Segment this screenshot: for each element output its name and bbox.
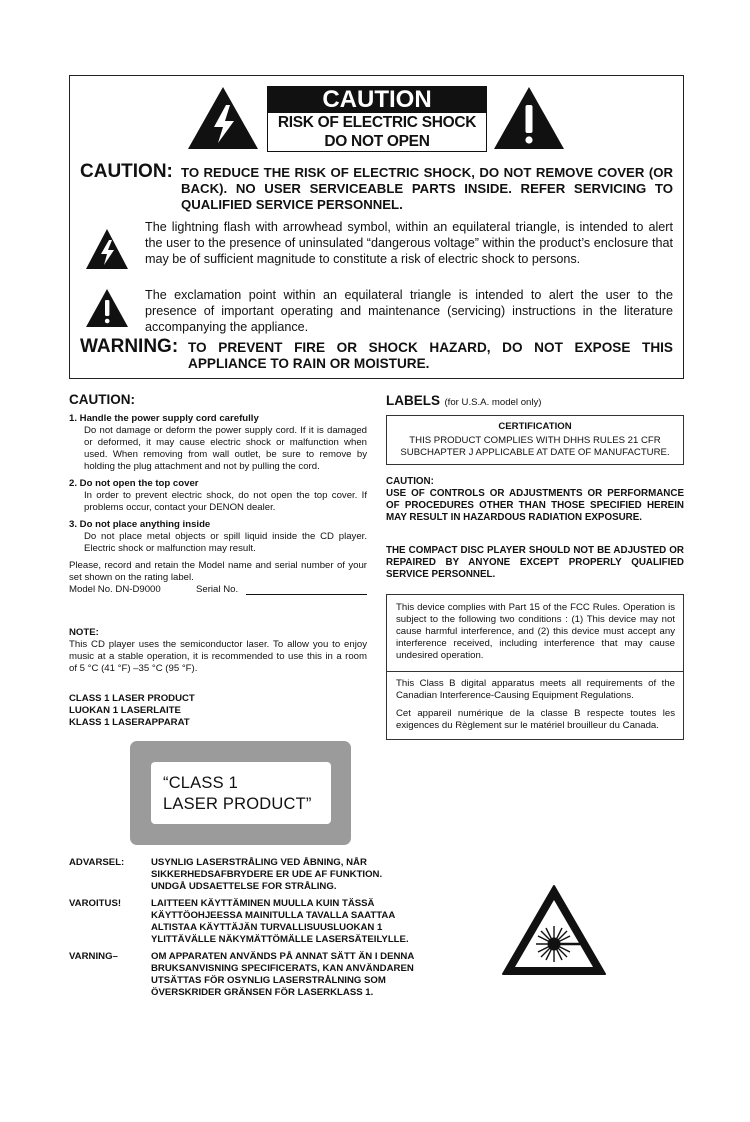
caution-banner-title: CAUTION	[268, 87, 486, 113]
laser-label-text	[163, 773, 312, 815]
class-line: CLASS 1 LASER PRODUCT	[69, 693, 195, 704]
controls-caution-text: USE OF CONTROLS OR ADJUSTMENTS OR PERFORMANCE OF PROCEDURES OTHER THAN THOSE SPECIFIED HEREIN MAY RESULT IN HAZARDOUS RADIATION EXPOSURE.	[386, 488, 684, 523]
fcc-statement: This device complies with Part 15 of the FCC Rules. Operation is subject to the following two conditions : (1) This device may not cause harmful interference, and (2) this device must accept any interference received, including interference that may cause undesired operation.	[396, 602, 675, 661]
warning-line: OM APPARATEN ANVÄNDS PÅ ANNAT SÄTT ÄN I DENNA	[151, 951, 415, 962]
warning-line: UTSÄTTAS FÖR OSYNLIG LASERSTRÅLNING SOM	[151, 975, 386, 986]
exclamation-triangle-icon	[85, 288, 129, 328]
warning-line: KÄYTTÖOHJEESSA MAINITULLA TAVALLA SAATTAA	[151, 910, 396, 921]
label-line-2: LASER PRODUCT”	[163, 795, 312, 813]
warning-line: SIKKERHEDSAFBRYDERE ER UDE AF FUNKTION.	[151, 869, 383, 880]
nordic-warnings	[69, 857, 489, 1003]
exclamation-explanation: The exclamation point within an equilateral triangle is intended to alert the user to the presence of important operating and maintenance (servicing) instructions in the literature accompanying the appliance.	[145, 288, 673, 334]
model-number: Model No. DN-D9000	[69, 584, 161, 595]
class-b-statement: This Class B digital apparatus meets all requirements of the Canadian Interference-Causing Equipment Regulations.	[396, 678, 675, 701]
warning-text	[151, 951, 414, 999]
warning-line: BRUKSANVISNING SPECIFICERATS, KAN ANVÄNDAREN	[151, 963, 414, 974]
caution-item-body: In order to prevent electric shock, do not open the top cover. If problems occur, contact your DENON dealer.	[84, 490, 367, 513]
left-caution-heading: CAUTION:	[69, 392, 135, 407]
note-heading: NOTE:	[69, 627, 99, 638]
fcc-compliance-box	[386, 594, 684, 740]
caution-items-list	[69, 413, 367, 596]
warning-line: ÖVERSKRIDER GRÄNSEN FÖR LASERKLASS 1.	[151, 987, 374, 998]
nordic-warning-swedish	[69, 951, 489, 1003]
warning-label: VARNING–	[69, 951, 118, 962]
label-line-1: “CLASS 1	[163, 774, 238, 792]
nordic-warning-finnish	[69, 898, 489, 951]
certification-box	[386, 415, 684, 465]
caution-item-title: 1. Handle the power supply cord carefully	[69, 413, 259, 424]
warning-line: ALTISTAA KÄYTTÄJÄN TURVALLISUUSLUOKAN 1	[151, 922, 383, 933]
warning-line: YLITTÄVÄLLE NÄKYMÄTTÖMÄLLE LASERSÄTEILYLLE.	[151, 934, 409, 945]
labels-title: LABELS	[386, 393, 440, 408]
caution-item-1	[69, 413, 367, 473]
caution-banner-line2: DO NOT OPEN	[324, 133, 430, 150]
warning-heading: WARNING:	[80, 336, 179, 357]
lightning-triangle-icon	[85, 228, 129, 270]
caution-heading: CAUTION:	[80, 161, 173, 182]
laser-radiation-icon	[500, 883, 608, 977]
laser-label-illustration	[130, 741, 351, 845]
warning-label: VAROITUS!	[69, 898, 122, 909]
warning-line: LAITTEEN KÄYTTÄMINEN MUULLA KUIN TÄSSÄ	[151, 898, 375, 909]
record-instruction: Please, record and retain the Model name and serial number of your set shown on the rating label.	[69, 560, 367, 583]
caution-item-title: 2. Do not open the top cover	[69, 478, 199, 489]
caution-item-body: Do not damage or deform the power supply cord. If it is damaged or deformed, it may cause electric shock or malfunction when used. When removing from wall outlet, be sure to remove by holding the plug attachment and not by pulling the cord.	[84, 425, 367, 472]
lightning-explanation: The lightning flash with arrowhead symbol, within an equilateral triangle, is intended to alert the user to the presence of uninsulated “dangerous voltage” within the product’s enclosure that may be of sufficient magnitude to constitute a risk of electric shock to persons.	[145, 220, 673, 266]
note-text: This CD player uses the semiconductor laser. To allow you to enjoy music at a stable operation, it is recommended to use this in a room of 5 °C (41 °F) –35 °C (95 °F).	[69, 639, 367, 674]
warning-text	[151, 857, 382, 893]
caution-item-2	[69, 478, 367, 514]
exclamation-warning-icon	[492, 85, 566, 151]
caution-banner	[267, 86, 487, 152]
caution-item-3	[69, 519, 367, 555]
warning-main-text: TO PREVENT FIRE OR SHOCK HAZARD, DO NOT EXPOSE THIS APPLIANCE TO RAIN OR MOISTURE.	[188, 340, 673, 371]
warning-text	[151, 898, 409, 946]
serial-label: Serial No.	[196, 584, 239, 595]
warning-line: UNDGÅ UDSAETTELSE FOR STRÅLING.	[151, 881, 337, 892]
caution-main-text: TO REDUCE THE RISK OF ELECTRIC SHOCK, DO NOT REMOVE COVER (OR BACK). NO USER SERVICEABLE PARTS INSIDE. REFER SERVICING TO QUALIFIED SERVICE PERSONNEL.	[181, 165, 673, 212]
class-line: KLASS 1 LASERAPPARAT	[69, 717, 190, 728]
caution-item-body: Do not place metal objects or spill liquid inside the CD player. Electric shock or malfunction may result.	[84, 531, 367, 554]
adjust-warning-text: THE COMPACT DISC PLAYER SHOULD NOT BE ADJUSTED OR REPAIRED BY ANYONE EXCEPT PROPERLY QUALIFIED SERVICE PERSONNEL.	[386, 545, 684, 580]
caution-banner-line1: RISK OF ELECTRIC SHOCK	[277, 114, 477, 131]
laser-label-inner	[151, 762, 331, 824]
caution-item-title: 3. Do not place anything inside	[69, 519, 211, 530]
certification-text: THIS PRODUCT COMPLIES WITH DHHS RULES 21 CFR SUBCHAPTER J APPLICABLE AT DATE OF MANUFACTURE.	[400, 435, 670, 458]
class1-laser-lines	[69, 693, 195, 729]
labels-subtitle: (for U.S.A. model only)	[444, 397, 542, 408]
labels-heading	[386, 392, 542, 410]
right-caution-heading: CAUTION:	[386, 476, 434, 487]
class-b-french-statement: Cet appareil numérique de la classe B respecte toutes les exigences du Règlement sur le matériel brouilleur du Canada.	[396, 708, 675, 731]
class-line: LUOKAN 1 LASERLAITE	[69, 705, 181, 716]
model-serial-line	[69, 584, 367, 596]
lightning-warning-icon	[186, 85, 260, 151]
fcc-divider	[387, 671, 683, 672]
certification-title: CERTIFICATION	[498, 421, 572, 432]
nordic-warning-danish	[69, 857, 489, 897]
warning-line: USYNLIG LASERSTRÅLING VED ÅBNING, NÅR	[151, 857, 367, 868]
serial-blank-line	[246, 594, 367, 595]
warning-label: ADVARSEL:	[69, 857, 125, 868]
